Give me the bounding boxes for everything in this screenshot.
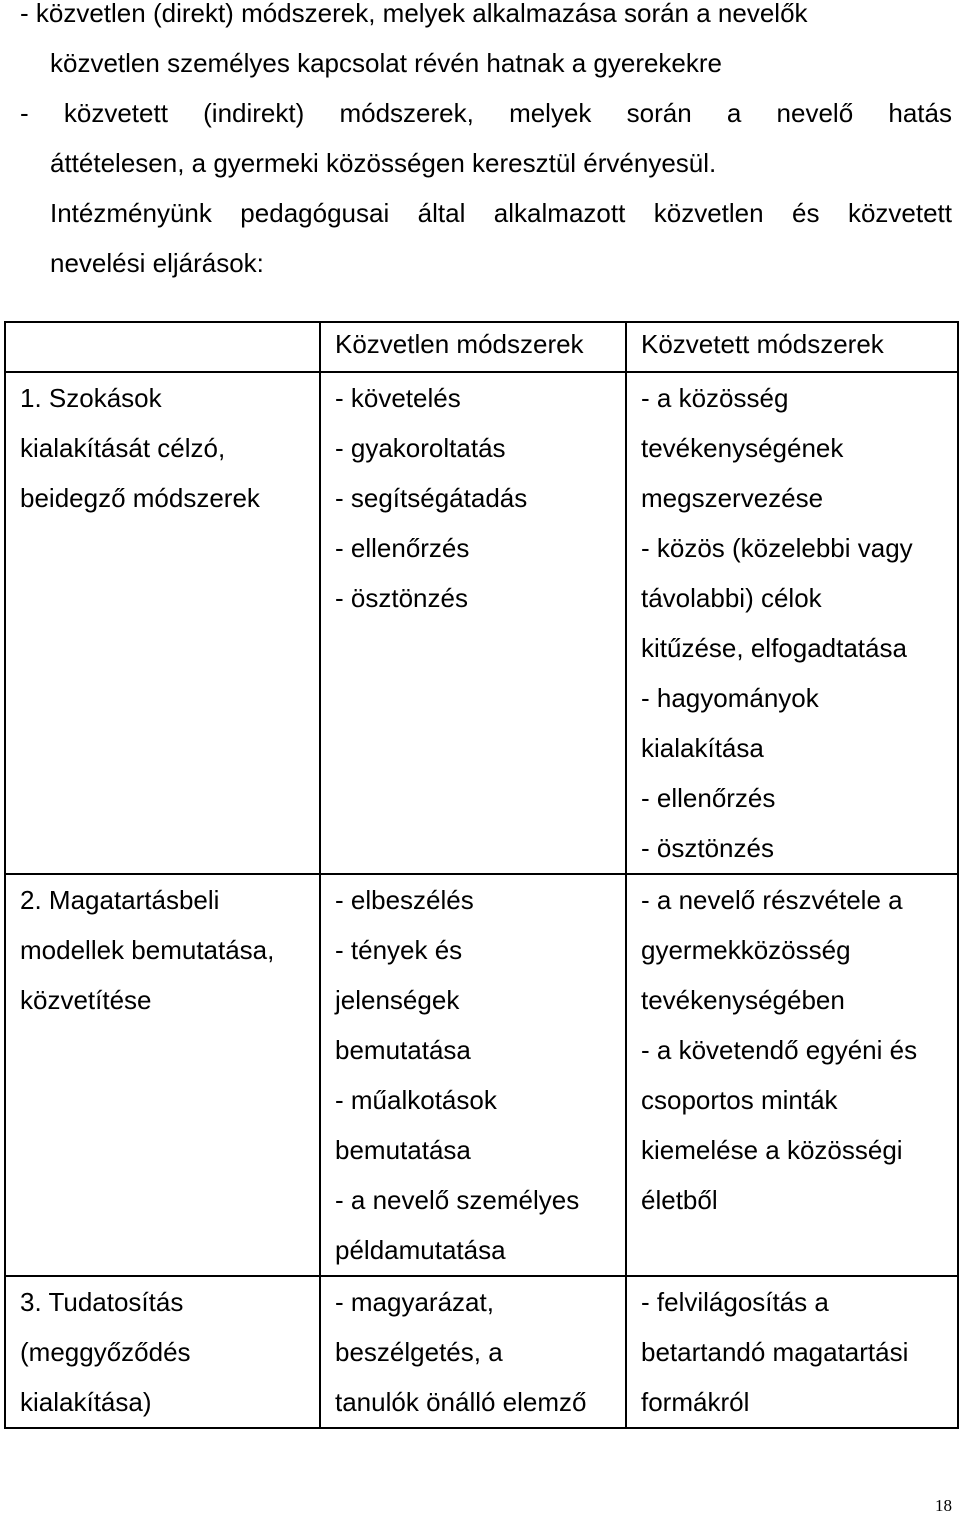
indirect-method-line: - a követendő egyéni és <box>641 1035 918 1065</box>
category-line: kialakítását célzó, <box>20 433 226 463</box>
direct-method-line: - gyakoroltatás <box>335 433 506 463</box>
intro-line-1: - közvetlen (direkt) módszerek, melyek alkalmazása során a nevelők <box>20 0 808 28</box>
intro-line-3: - közvetett (indirekt) módszerek, melyek során a nevelő hatás <box>20 98 952 128</box>
direct-method-line: - ellenőrzés <box>335 533 470 563</box>
category-line: (meggyőződés <box>20 1337 191 1367</box>
indirect-method-line: - ösztönzés <box>641 833 774 863</box>
indirect-method-line: - hagyományok <box>641 683 819 713</box>
header-direct-methods: Közvetlen módszerek <box>320 322 626 372</box>
indirect-method-line: - a közösség <box>641 383 789 413</box>
indirect-method-line: életből <box>641 1185 718 1215</box>
direct-method-line: - tények és <box>335 935 463 965</box>
indirect-method-line: tevékenységének <box>641 433 844 463</box>
direct-methods-cell <box>320 1276 626 1428</box>
intro-line-4: áttételesen, a gyermeki közösségen keresztül érvényesül. <box>50 148 717 178</box>
category-line: 2. Magatartásbeli <box>20 885 220 915</box>
direct-method-line: - ösztönzés <box>335 583 468 613</box>
indirect-method-line: távolabbi) célok <box>641 583 822 613</box>
category-cell <box>5 1276 320 1428</box>
table-header-row <box>5 322 958 372</box>
indirect-method-line: tevékenységében <box>641 985 845 1015</box>
indirect-method-line: kitűzése, elfogadtatása <box>641 633 907 663</box>
indirect-method-line: formákról <box>641 1387 750 1417</box>
category-line: közvetítése <box>20 985 152 1015</box>
table-row <box>5 1276 958 1428</box>
direct-method-line: jelenségek <box>335 985 460 1015</box>
intro-line-2: közvetlen személyes kapcsolat révén hatnak a gyerekekre <box>50 48 723 78</box>
direct-method-line: tanulók önálló elemző <box>335 1387 587 1417</box>
category-line: 3. Tudatosítás <box>20 1287 184 1317</box>
direct-method-line: - segítségátadás <box>335 483 528 513</box>
intro-line-6: nevelési eljárások: <box>50 248 264 278</box>
direct-methods-cell <box>320 874 626 1276</box>
indirect-method-line: - ellenőrzés <box>641 783 776 813</box>
direct-method-line: - műalkotások <box>335 1085 497 1115</box>
indirect-method-line: kiemelése a közösségi <box>641 1135 903 1165</box>
direct-method-line: - követelés <box>335 383 461 413</box>
page-number: 18 <box>935 1496 952 1515</box>
header-empty-cell <box>5 322 320 372</box>
category-cell <box>5 372 320 874</box>
indirect-method-line: gyermekközösség <box>641 935 851 965</box>
indirect-method-line: - felvilágosítás a <box>641 1287 829 1317</box>
direct-method-line: - a nevelő személyes <box>335 1185 580 1215</box>
indirect-method-line: - közös (közelebbi vagy <box>641 533 913 563</box>
category-line: 1. Szokások <box>20 383 162 413</box>
category-line: kialakítása) <box>20 1387 152 1417</box>
direct-method-line: példamutatása <box>335 1235 506 1265</box>
direct-method-line: - elbeszélés <box>335 885 474 915</box>
category-line: modellek bemutatása, <box>20 935 275 965</box>
category-line: beidegző módszerek <box>20 483 260 513</box>
table-row <box>5 874 958 1276</box>
table-row <box>5 372 958 874</box>
indirect-method-line: - a nevelő részvétele a <box>641 885 903 915</box>
header-indirect-methods: Közvetett módszerek <box>626 322 958 372</box>
direct-method-line: bemutatása <box>335 1035 471 1065</box>
methods-table <box>4 321 959 1429</box>
indirect-methods-cell <box>626 874 958 1276</box>
category-cell <box>5 874 320 1276</box>
direct-method-line: bemutatása <box>335 1135 471 1165</box>
direct-methods-cell <box>320 372 626 874</box>
indirect-method-line: csoportos minták <box>641 1085 838 1115</box>
indirect-methods-cell <box>626 372 958 874</box>
direct-method-line: beszélgetés, a <box>335 1337 503 1367</box>
indirect-method-line: megszervezése <box>641 483 824 513</box>
direct-method-line: - magyarázat, <box>335 1287 494 1317</box>
indirect-methods-cell <box>626 1276 958 1428</box>
indirect-method-line: betartandó magatartási <box>641 1337 909 1367</box>
intro-line-5: Intézményünk pedagógusai által alkalmazott közvetlen és közvetett <box>50 198 952 228</box>
indirect-method-line: kialakítása <box>641 733 764 763</box>
